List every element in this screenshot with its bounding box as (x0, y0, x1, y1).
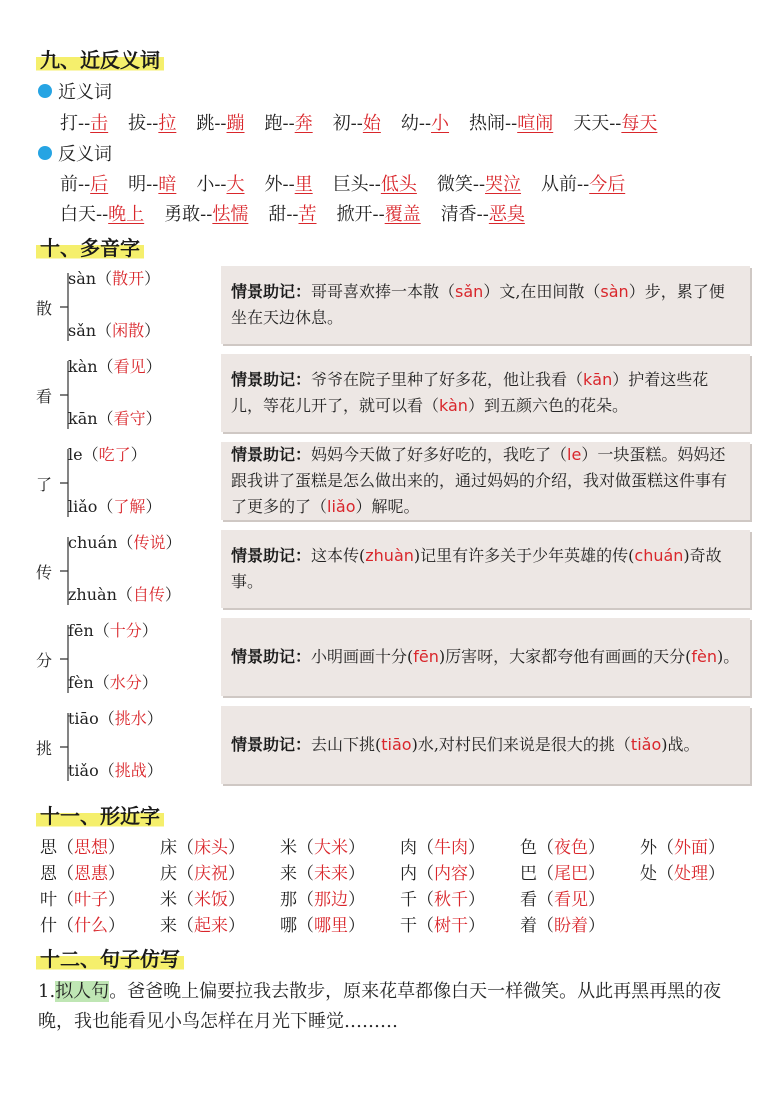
word-pair (128, 170, 176, 196)
tip-text: )厉害呀，大家都夸他有画画的天分( (438, 647, 692, 666)
tip-pinyin: kān (583, 370, 613, 389)
similar-char: 处 (640, 864, 657, 884)
word-pair (333, 170, 417, 196)
memory-tip-card (221, 442, 750, 520)
similar-word: 看见 (554, 890, 588, 910)
similar-char: 床 (160, 838, 177, 858)
pair-question: 外-- (264, 174, 295, 195)
pair-answer: 后 (90, 174, 109, 195)
similar-cell: 什（什么） (40, 916, 125, 936)
tip-text: ）文,在田间散（ (483, 282, 601, 301)
reading-pinyin: fēn (68, 621, 94, 640)
tip-text: ）到五颜六色的花朵。 (467, 396, 628, 415)
tip-text: 小明画画十分( (311, 647, 414, 666)
reading-pinyin: le (68, 445, 83, 464)
polyphone-item (36, 706, 756, 788)
similar-word: 米饭 (194, 890, 228, 910)
reading-top: kàn（看见） (68, 357, 162, 376)
word-pair (333, 109, 381, 135)
similar-word: 秋千 (434, 890, 468, 910)
reading-pinyin: sàn (68, 269, 97, 288)
reading-pinyin: kàn (68, 357, 98, 376)
word-pair (401, 109, 449, 135)
similar-word: 尾巴 (554, 864, 588, 884)
word-pair (437, 170, 521, 196)
reading-word: 闲散 (112, 321, 145, 340)
pair-question: 跳-- (196, 113, 227, 134)
word-pair (541, 170, 625, 196)
pair-answer: 里 (294, 174, 313, 195)
similar-cell: 思（思想） (40, 838, 125, 858)
reading-pinyin: tiāo (68, 709, 99, 728)
item-text: 。爸爸晚上偏要拉我去散步，原来花草都像白天一样微笑。从此再黑再黑的夜晚，我也能看见小鸟怎样在月光下睡觉……… (38, 981, 722, 1032)
reading-word: 十分 (109, 621, 142, 640)
reading-word: 自传 (132, 585, 165, 604)
word-pair (337, 200, 421, 226)
similar-char: 来 (160, 916, 177, 936)
bullet-dot-icon (38, 146, 52, 160)
similar-word: 哪里 (314, 916, 348, 936)
pair-answer: 暗 (158, 174, 177, 195)
memory-tip-text (231, 367, 740, 419)
word-pair (573, 109, 657, 135)
tip-pinyin: chuán (634, 546, 684, 565)
similar-cell: 着（盼着） (520, 916, 605, 936)
section-12-title: 十二、句子仿写 (36, 943, 184, 972)
pair-question: 掀开-- (336, 204, 385, 225)
reading-pinyin: fèn (68, 673, 94, 692)
pair-answer: 苦 (298, 204, 317, 225)
tip-text: ）步，累了便坐在天边休息。 (231, 282, 725, 327)
word-pair (265, 170, 313, 196)
similar-char: 外 (640, 838, 657, 858)
memory-tip-label: 情景助记： (231, 282, 312, 301)
word-pair (268, 200, 316, 226)
polyphone-char: 了 (36, 475, 53, 494)
pair-answer: 覆盖 (384, 204, 421, 225)
polyphone-char: 挑 (36, 739, 53, 758)
item-number: 1. (38, 981, 56, 1002)
pair-answer: 击 (90, 113, 109, 134)
antonyms-row-2 (60, 200, 545, 226)
word-pair (196, 170, 244, 196)
memory-tip-card (221, 618, 750, 696)
word-pair (128, 109, 176, 135)
polyphone-item (36, 266, 756, 348)
pair-question: 天天-- (573, 113, 622, 134)
similar-cell: 处（处理） (640, 864, 725, 884)
memory-tip-text (231, 279, 740, 331)
memory-tip-label: 情景助记： (231, 735, 312, 754)
pair-answer: 大 (226, 174, 245, 195)
polyphone-item (36, 442, 756, 524)
reading-bottom: tiǎo（挑战） (68, 761, 163, 780)
polyphone-item (36, 530, 756, 612)
reading-word: 挑水 (114, 709, 147, 728)
similar-word: 什么 (74, 916, 108, 936)
similar-cell: 肉（牛肉） (400, 838, 485, 858)
pair-answer: 拉 (158, 113, 177, 134)
memory-tip-text (231, 543, 740, 595)
polyphone-char: 散 (36, 299, 53, 318)
polyphone-char: 看 (36, 387, 53, 406)
word-pair (265, 109, 313, 135)
reading-bottom: fèn（水分） (68, 673, 158, 692)
reading-word: 看守 (113, 409, 146, 428)
similar-char: 什 (40, 916, 57, 936)
tip-text: )水,对村民们来说是很大的挑（ (411, 735, 631, 754)
reading-word: 挑战 (114, 761, 147, 780)
similar-cell: 巴（尾巴） (520, 864, 605, 884)
section-9-title: 九、近反义词 (36, 44, 164, 73)
pair-answer: 恶臭 (488, 204, 525, 225)
pair-question: 热闹-- (469, 113, 518, 134)
pair-question: 打-- (60, 113, 91, 134)
reading-bottom: zhuàn（自传） (68, 585, 181, 604)
tip-pinyin: sǎn (455, 282, 484, 301)
similar-char: 肉 (400, 838, 417, 858)
similar-word: 夜色 (554, 838, 588, 858)
reading-bottom: liǎo（了解） (68, 497, 162, 516)
memory-tip-text (231, 644, 739, 670)
pair-answer: 哭泣 (485, 174, 522, 195)
similar-cell: 哪（哪里） (280, 916, 365, 936)
reading-word: 吃了 (98, 445, 131, 464)
reading-pinyin: chuán (68, 533, 118, 552)
similar-cell: 来（起来） (160, 916, 245, 936)
word-pair (196, 109, 244, 135)
similar-char: 思 (40, 838, 57, 858)
pair-answer: 蹦 (226, 113, 245, 134)
similar-cell: 米（米饭） (160, 890, 245, 910)
reading-top: tiāo（挑水） (68, 709, 163, 728)
similar-cell: 千（秋千） (400, 890, 485, 910)
pair-question: 巨头-- (332, 174, 381, 195)
reading-word: 传说 (133, 533, 166, 552)
similar-word: 外面 (674, 838, 708, 858)
memory-tip-card (221, 266, 750, 344)
similar-cell: 床（床头） (160, 838, 245, 858)
pair-question: 明-- (128, 174, 159, 195)
pair-question: 幼-- (400, 113, 432, 134)
pair-question: 前-- (60, 174, 91, 195)
reading-bottom: sǎn（闲散） (68, 321, 161, 340)
reading-pinyin: tiǎo (68, 761, 99, 780)
reading-top: fēn（十分） (68, 621, 158, 640)
similar-word: 庆祝 (194, 864, 228, 884)
word-pair (469, 109, 553, 135)
tip-text: )记里有许多关于少年英雄的传( (413, 546, 635, 565)
reading-word: 看见 (113, 357, 146, 376)
similar-word: 思想 (74, 838, 108, 858)
tip-pinyin: fèn (691, 647, 718, 666)
similar-char: 叶 (40, 890, 57, 910)
pair-question: 勇敢-- (164, 204, 213, 225)
pair-answer: 始 (362, 113, 381, 134)
memory-tip-card (221, 354, 750, 432)
similar-char: 着 (520, 916, 537, 936)
tip-pinyin: sàn (600, 282, 629, 301)
reading-word: 了解 (113, 497, 146, 516)
similar-word: 处理 (674, 864, 708, 884)
pair-question: 跑-- (264, 113, 295, 134)
similar-char: 哪 (280, 916, 297, 936)
memory-tip-card (221, 706, 750, 784)
tip-text: 哥哥喜欢捧一本散（ (311, 282, 456, 301)
similar-row (40, 911, 640, 936)
similar-word: 叶子 (74, 890, 108, 910)
word-pair (441, 200, 525, 226)
reading-pinyin: liǎo (68, 497, 98, 516)
tip-pinyin: liǎo (327, 497, 356, 516)
pair-answer: 今后 (589, 174, 626, 195)
tip-pinyin: tiǎo (630, 735, 662, 754)
word-pair (164, 200, 248, 226)
similar-cell: 内（内容） (400, 864, 485, 884)
memory-tip-label: 情景助记： (231, 647, 312, 666)
similar-word: 树干 (434, 916, 468, 936)
pair-question: 甜-- (268, 204, 299, 225)
pair-question: 微笑-- (436, 174, 486, 195)
similar-row (40, 859, 760, 884)
imitation-item-1 (38, 977, 748, 1037)
similar-word: 内容 (434, 864, 468, 884)
polyphone-char: 分 (36, 651, 53, 670)
similar-char: 那 (280, 890, 297, 910)
pair-answer: 喧闹 (517, 113, 554, 134)
polyphone-item (36, 354, 756, 436)
section-11-title: 十一、形近字 (36, 800, 164, 829)
tip-pinyin: kàn (439, 396, 468, 415)
word-pair (60, 109, 108, 135)
reading-word: 散开 (112, 269, 145, 288)
polyphone-item (36, 618, 756, 700)
similar-row (40, 885, 640, 910)
pair-answer: 怯懦 (212, 204, 249, 225)
tip-pinyin: tiāo (381, 735, 412, 754)
similar-cell: 庆（庆祝） (160, 864, 245, 884)
tip-text: 去山下挑( (311, 735, 382, 754)
reading-word: 水分 (109, 673, 142, 692)
antonyms-row-1 (60, 170, 645, 196)
item-tag: 拟人句 (55, 981, 110, 1002)
similar-char: 米 (280, 838, 297, 858)
similar-cell: 外（外面） (640, 838, 725, 858)
memory-tip-label: 情景助记： (231, 445, 312, 464)
synonyms-row (60, 109, 677, 135)
reading-top: chuán（传说） (68, 533, 182, 552)
tip-text: 这本传( (311, 546, 366, 565)
similar-char: 巴 (520, 864, 537, 884)
similar-char: 干 (400, 916, 417, 936)
reading-bottom: kān（看守） (68, 409, 162, 428)
similar-row (40, 833, 760, 858)
similar-char: 看 (520, 890, 537, 910)
antonyms-label: 反义词 (58, 144, 112, 165)
similar-word: 牛肉 (434, 838, 468, 858)
synonyms-heading (38, 78, 112, 104)
similar-cell: 色（夜色） (520, 838, 605, 858)
reading-pinyin: kān (68, 409, 98, 428)
similar-cell: 看（看见） (520, 890, 605, 910)
similar-word: 未来 (314, 864, 348, 884)
section-10-title: 十、多音字 (36, 232, 144, 261)
similar-word: 大米 (314, 838, 348, 858)
tip-text: 爷爷在院子里种了好多花，他让我看（ (311, 370, 584, 389)
similar-word: 恩惠 (74, 864, 108, 884)
tip-pinyin: le (567, 445, 582, 464)
similar-char: 千 (400, 890, 417, 910)
reading-pinyin: sǎn (68, 321, 97, 340)
synonyms-label: 近义词 (58, 82, 112, 103)
word-pair (60, 170, 108, 196)
pair-question: 拔-- (128, 113, 159, 134)
tip-text: ）一块蛋糕。妈妈还跟我讲了蛋糕是怎么做出来的，通过妈妈的介绍，我对做蛋糕这件事有了更多的了（ (231, 445, 728, 516)
similar-cell: 恩（恩惠） (40, 864, 125, 884)
pair-question: 从前-- (541, 174, 590, 195)
similar-cell: 那（那边） (280, 890, 365, 910)
similar-char: 来 (280, 864, 297, 884)
similar-cell: 来（未来） (280, 864, 365, 884)
pair-question: 初-- (332, 113, 363, 134)
reading-top: le（吃了） (68, 445, 147, 464)
similar-char: 恩 (40, 864, 57, 884)
pair-answer: 奔 (294, 113, 313, 134)
antonyms-heading (38, 140, 112, 166)
reading-top: sàn（散开） (68, 269, 161, 288)
similar-cell: 干（树干） (400, 916, 485, 936)
pair-answer: 每天 (621, 113, 658, 134)
pair-question: 小-- (196, 174, 227, 195)
similar-word: 起来 (194, 916, 228, 936)
memory-tip-text (231, 442, 740, 520)
bullet-dot-icon (38, 84, 52, 98)
tip-pinyin: fēn (413, 647, 439, 666)
polyphone-char: 传 (36, 563, 53, 582)
tip-text: )战。 (661, 735, 700, 754)
pair-question: 清香-- (440, 204, 489, 225)
similar-cell: 叶（叶子） (40, 890, 125, 910)
pair-answer: 晚上 (108, 204, 145, 225)
tip-text: ）解呢。 (355, 497, 420, 516)
similar-char: 内 (400, 864, 417, 884)
similar-word: 床头 (194, 838, 228, 858)
memory-tip-label: 情景助记： (231, 546, 312, 565)
similar-char: 色 (520, 838, 537, 858)
memory-tip-label: 情景助记： (231, 370, 312, 389)
similar-char: 米 (160, 890, 177, 910)
similar-char: 庆 (160, 864, 177, 884)
similar-word: 那边 (314, 890, 348, 910)
tip-pinyin: zhuàn (365, 546, 414, 565)
memory-tip-text (231, 732, 699, 758)
word-pair (60, 200, 144, 226)
pair-answer: 低头 (380, 174, 417, 195)
memory-tip-card (221, 530, 750, 608)
similar-cell: 米（大米） (280, 838, 365, 858)
pair-question: 白天-- (60, 204, 109, 225)
tip-text: )奇故事。 (231, 546, 722, 591)
similar-word: 盼着 (554, 916, 588, 936)
tip-text: )。 (717, 647, 740, 666)
tip-text: 妈妈今天做了好多好吃的，我吃了（ (311, 445, 568, 464)
pair-answer: 小 (431, 113, 450, 134)
tip-text: ）护着这些花儿，等花儿开了，就可以看（ (231, 370, 709, 415)
reading-pinyin: zhuàn (68, 585, 117, 604)
